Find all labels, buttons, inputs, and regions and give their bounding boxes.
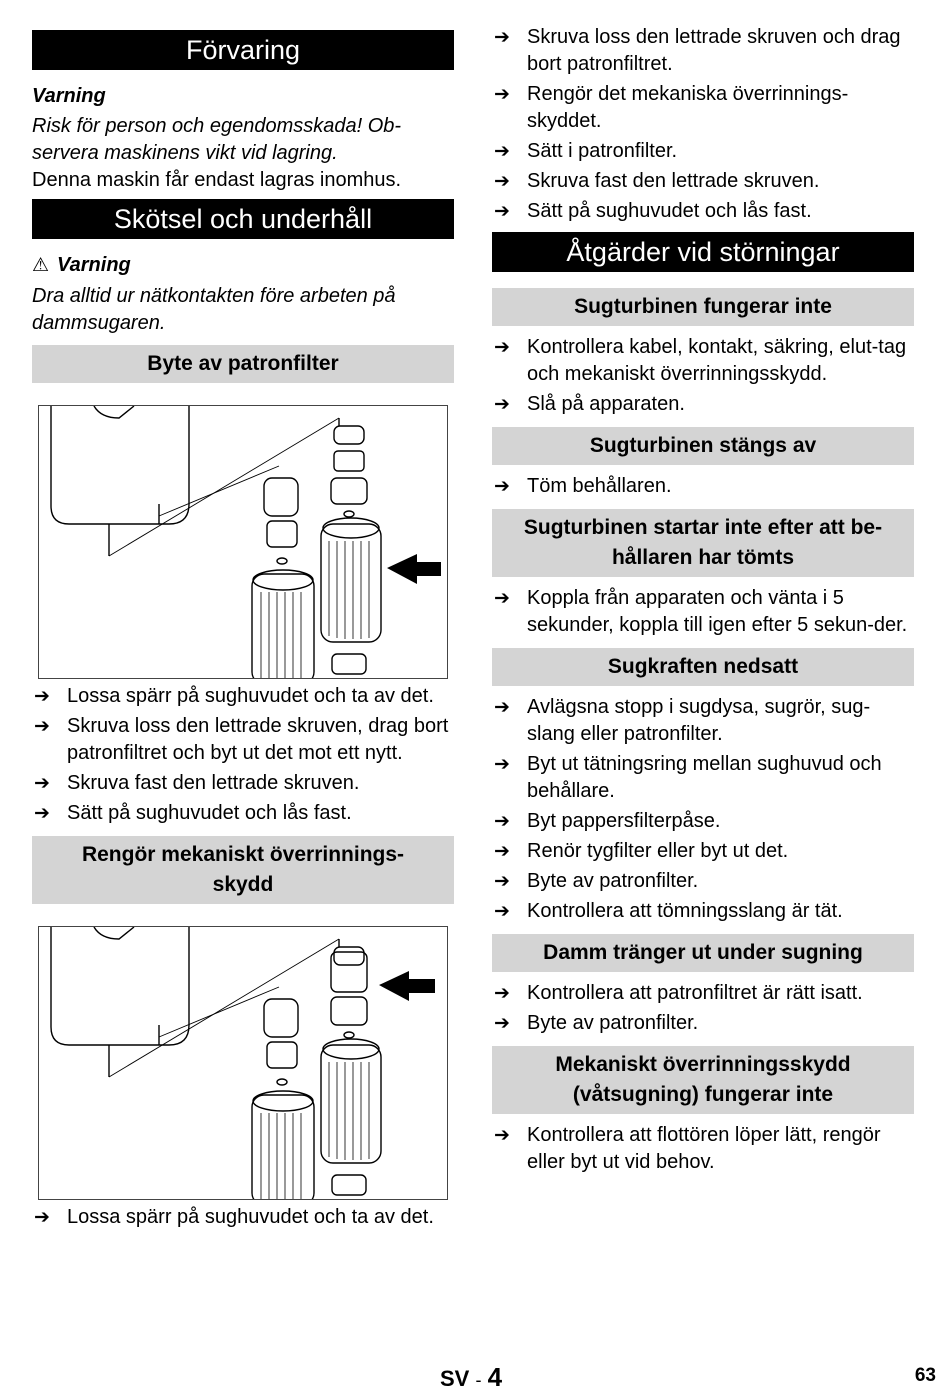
page-number: 63 [914,1365,936,1386]
s1-steps [492,334,914,418]
byte-steps-list [32,683,454,827]
storage-note: Denna maskin får endast lagras inomhus. [32,169,402,191]
arrow-right-icon: ➔ [494,841,510,862]
footer-section-label [440,1362,502,1393]
rengor-steps-continued [492,24,914,225]
arrow-right-icon: ➔ [494,201,510,222]
s6-steps [492,1122,914,1176]
heading-skotsel: Skötsel och underhåll [32,199,454,239]
right-column [492,24,914,1179]
filter-replacement-illustration [38,405,448,679]
warning-text-line-1: Risk för person och egendomsskada! Ob- [32,115,402,137]
arrow-right-icon: ➔ [34,1207,50,1228]
arrow-right-icon: ➔ [494,141,510,162]
heading-sugturbinen-startar-inte: Sugturbinen startar inte efter att be- hållaren har tömts [492,509,914,577]
arrow-right-icon: ➔ [494,697,510,718]
left-column [32,30,454,1234]
list-item: ➔ Sätt på sughuvudet och lås fast. [32,800,454,827]
list-item: ➔ Lossa spärr på sughuvudet och ta av det. [32,1204,454,1231]
arrow-right-icon: ➔ [494,84,510,105]
arrow-right-icon: ➔ [494,754,510,775]
s3-steps [492,585,914,639]
arrow-right-icon: ➔ [494,337,510,358]
warning-triangle-icon: ⚠ [32,255,50,276]
list-item: ➔ Koppla från apparaten och vänta i 5 sekunder, koppla till igen efter 5 sekun-der. [494,587,908,636]
list-item: ➔ Skruva fast den lettrade skruven. [32,770,454,797]
rengor-steps-list [32,1204,454,1231]
heading-damm-tranger-ut: Damm tränger ut under sugning [492,934,914,972]
warning-title-2 [32,251,454,280]
list-item: ➔ Skruva loss den lettrade skruven, drag bort patronfiltret och byt ut det mot ett nytt. [34,715,449,764]
arrow-right-icon: ➔ [34,716,50,737]
list-item: ➔ Kontrollera att tömningsslang är tät. [492,898,914,925]
footer-dash: - [475,1370,482,1390]
list-item: ➔ Töm behållaren. [492,473,914,500]
skotsel-warning-line-2: dammsugaren. [32,312,166,334]
heading-sugkraften-nedsatt: Sugkraften nedsatt [492,648,914,686]
list-item: ➔ Avlägsna stopp i sugdysa, sugrör, sug-slang eller patronfilter. [494,696,871,745]
arrow-right-icon: ➔ [494,871,510,892]
list-item: ➔ Byt pappersfilterpåse. [492,808,914,835]
arrow-right-icon: ➔ [494,811,510,832]
list-item: ➔ Byte av patronfilter. [492,1010,914,1037]
s4-steps [492,694,914,925]
list-item: ➔ Rengör det mekaniska överrinnings-skyddet. [494,83,849,132]
heading-sugturbinen-stangs-av: Sugturbinen stängs av [492,427,914,465]
heading-sugturbinen-fungerar-inte: Sugturbinen fungerar inte [492,288,914,326]
s2-steps [492,473,914,500]
list-item: ➔ Skruva loss den lettrade skruven och drag bort patronfiltret. [494,26,901,75]
arrow-right-icon: ➔ [494,983,510,1004]
heading-rengor-overrinningsskydd: Rengör mekaniskt överrinnings- skydd [32,836,454,904]
overflow-protection-illustration [38,926,448,1200]
heading-byte-patronfilter: Byte av patronfilter [32,345,454,383]
list-item: ➔ Skruva fast den lettrade skruven. [492,168,914,195]
warning-title: Varning [32,85,106,107]
footer-section-number: 4 [487,1362,503,1392]
list-item: ➔ Byte av patronfilter. [492,868,914,895]
filter-diagram-1 [39,406,448,678]
list-item: ➔ Kontrollera att patronfiltret är rätt isatt. [492,980,914,1007]
s5-steps [492,980,914,1037]
warning-title-text: Varning [57,254,131,276]
arrow-right-icon: ➔ [494,27,510,48]
list-item: ➔ Sätt på sughuvudet och lås fast. [492,198,914,225]
arrow-right-icon: ➔ [494,476,510,497]
warning-text-line-2: servera maskinens vikt vid lagring. [32,142,338,164]
arrow-right-icon: ➔ [494,1013,510,1034]
skotsel-warning-line-1: Dra alltid ur nätkontakten före arbeten på [32,285,396,307]
heading-atgarder: Åtgärder vid störningar [492,232,914,272]
footer-lang: SV [440,1366,470,1391]
filter-diagram-2 [39,927,448,1199]
list-item: ➔ Kontrollera att flottören löper lätt, rengör eller byt ut vid behov. [494,1124,881,1173]
arrow-right-icon: ➔ [494,588,510,609]
heading-forvaring: Förvaring [32,30,454,70]
arrow-right-icon: ➔ [494,171,510,192]
list-item: ➔ Sätt i patronfilter. [492,138,914,165]
list-item: ➔ Lossa spärr på sughuvudet och ta av det. [32,683,454,710]
arrow-right-icon: ➔ [494,901,510,922]
heading-mekaniskt-overrinningsskydd: Mekaniskt överrinningsskydd (våtsugning) fungerar inte [492,1046,914,1114]
list-item: ➔ Renör tygfilter eller byt ut det. [492,838,914,865]
arrow-right-icon: ➔ [34,773,50,794]
arrow-right-icon: ➔ [34,686,50,707]
arrow-right-icon: ➔ [494,394,510,415]
list-item: ➔ Slå på apparaten. [492,391,914,418]
arrow-right-icon: ➔ [494,1125,510,1146]
list-item: ➔ Byt ut tätningsring mellan sughuvud och behållare. [494,753,882,802]
arrow-right-icon: ➔ [34,803,50,824]
list-item: ➔ Kontrollera kabel, kontakt, säkring, elut-tag och mekaniskt överrinningsskydd. [494,336,907,385]
